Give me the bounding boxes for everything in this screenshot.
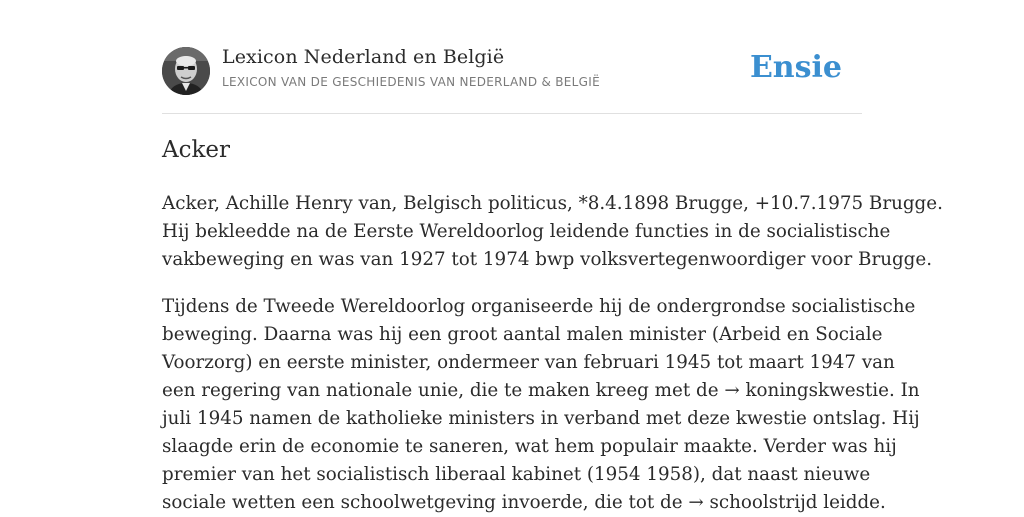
ensie-logo-link[interactable]: Ensie — [749, 50, 842, 85]
paragraph-line: vakbeweging en was van 1927 tot 1974 bwp volksvertegenwoordiger voor Brugge. — [162, 249, 933, 270]
entry-paragraph-1 — [162, 190, 943, 274]
lexicon-header — [162, 44, 862, 114]
paragraph-line: Tijdens de Tweede Wereldoorlog organiseerde hij de ondergrondse socialistische — [162, 296, 916, 317]
schoolstrijd-link[interactable]: → schoolstrijd — [688, 492, 818, 513]
line-text: leidde. — [817, 492, 886, 513]
paragraph-line: premier van het socialistisch liberaal kabinet (1954 1958), dat naast nieuwe — [162, 464, 871, 485]
lexicon-subtitle: LEXICON VAN DE GESCHIEDENIS VAN NEDERLAND & BELGIË — [222, 75, 600, 89]
paragraph-line: Voorzorg) en eerste minister, ondermeer van februari 1945 tot maart 1947 van — [162, 352, 895, 373]
avatar-portrait-icon — [162, 47, 210, 95]
entry-title: Acker — [162, 137, 231, 163]
line-text: . In — [888, 380, 920, 401]
avatar[interactable] — [162, 47, 210, 95]
paragraph-line — [162, 377, 920, 405]
paragraph-line: slaagde erin de economie te saneren, wat hem populair maakte. Verder was hij — [162, 436, 897, 457]
line-text: een regering van nationale unie, die te maken kreeg met de — [162, 380, 725, 401]
lexicon-title[interactable]: Lexicon Nederland en België — [222, 46, 505, 68]
paragraph-line: Acker, Achille Henry van, Belgisch politicus, *8.4.1898 Brugge, +10.7.1975 Brugge. — [162, 193, 943, 214]
paragraph-line: Hij bekleedde na de Eerste Wereldoorlog leidende functies in de socialistische — [162, 221, 891, 242]
paragraph-line: beweging. Daarna was hij een groot aantal malen minister (Arbeid en Sociale — [162, 324, 883, 345]
entry-paragraph-2 — [162, 293, 920, 517]
paragraph-line: juli 1945 namen de katholieke ministers in verband met deze kwestie ontslag. Hij — [162, 408, 920, 429]
koningskwestie-link[interactable]: → koningskwestie — [724, 380, 889, 401]
line-text: sociale wetten een schoolwetgeving invoerde, die tot de — [162, 492, 689, 513]
paragraph-line — [162, 489, 886, 517]
